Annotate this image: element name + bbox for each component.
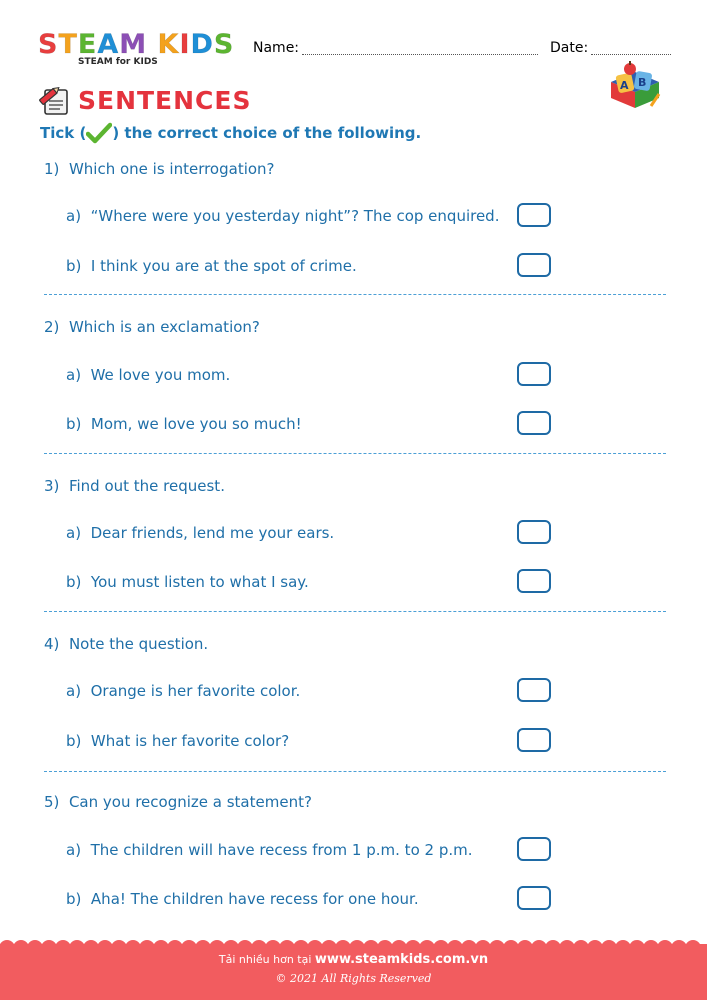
logo-wordmark: STEAM KIDS — [38, 29, 235, 60]
answer-checkbox-4a[interactable] — [517, 678, 551, 702]
logo-subtitle: STEAM for KIDS — [78, 57, 158, 67]
footer-url-link[interactable]: www.steamkids.com.vn — [314, 952, 489, 967]
answer-checkbox-2a[interactable] — [517, 362, 551, 386]
svg-text:B: B — [638, 76, 647, 89]
worksheet-title: SENTENCES — [78, 86, 252, 115]
answer-checkbox-1a[interactable] — [517, 203, 551, 227]
section-divider — [44, 771, 666, 772]
option-1a: a) “Where were you yesterday night”? The cop enquired. — [66, 207, 500, 225]
option-3b: b) You must listen to what I say. — [66, 573, 309, 591]
section-divider — [44, 611, 666, 612]
name-label: Name: — [253, 40, 300, 56]
abc-book-icon — [605, 60, 663, 116]
answer-checkbox-2b[interactable] — [517, 411, 551, 435]
answer-checkbox-5b[interactable] — [517, 886, 551, 910]
svg-text:A: A — [620, 79, 629, 92]
option-3a: a) Dear friends, lend me your ears. — [66, 524, 335, 542]
question-3: 3) Find out the request. — [44, 477, 225, 495]
footer-download-text: Tải nhiều hơn tại www.steamkids.com.vn — [218, 952, 489, 967]
instruction-text: Tick ( ) the correct choice of the following. — [40, 124, 422, 142]
answer-checkbox-1b[interactable] — [517, 253, 551, 277]
answer-checkbox-4b[interactable] — [517, 728, 551, 752]
steam-kids-logo — [38, 30, 238, 72]
date-label: Date: — [550, 40, 589, 56]
option-2a: a) We love you mom. — [66, 366, 231, 384]
option-1b: b) I think you are at the spot of crime. — [66, 257, 357, 275]
question-2: 2) Which is an exclamation? — [44, 318, 260, 336]
option-2b: b) Mom, we love you so much! — [66, 415, 302, 433]
answer-checkbox-5a[interactable] — [517, 837, 551, 861]
check-mark-icon — [86, 122, 112, 144]
answer-checkbox-3b[interactable] — [517, 569, 551, 593]
writing-paper-icon — [36, 84, 72, 118]
footer-copyright: © 2021 All Rights Reserved — [275, 972, 432, 985]
section-divider — [44, 294, 666, 295]
question-4: 4) Note the question. — [44, 635, 209, 653]
option-5b: b) Aha! The children have recess for one hour. — [66, 890, 419, 908]
name-field[interactable] — [302, 54, 538, 55]
option-4b: b) What is her favorite color? — [66, 732, 290, 750]
date-field[interactable] — [591, 54, 671, 55]
question-1: 1) Which one is interrogation? — [44, 160, 275, 178]
answer-checkbox-3a[interactable] — [517, 520, 551, 544]
option-5a: a) The children will have recess from 1 p.m. to 2 p.m. — [66, 841, 473, 859]
option-4a: a) Orange is her favorite color. — [66, 682, 301, 700]
question-5: 5) Can you recognize a statement? — [44, 793, 312, 811]
section-divider — [44, 453, 666, 454]
